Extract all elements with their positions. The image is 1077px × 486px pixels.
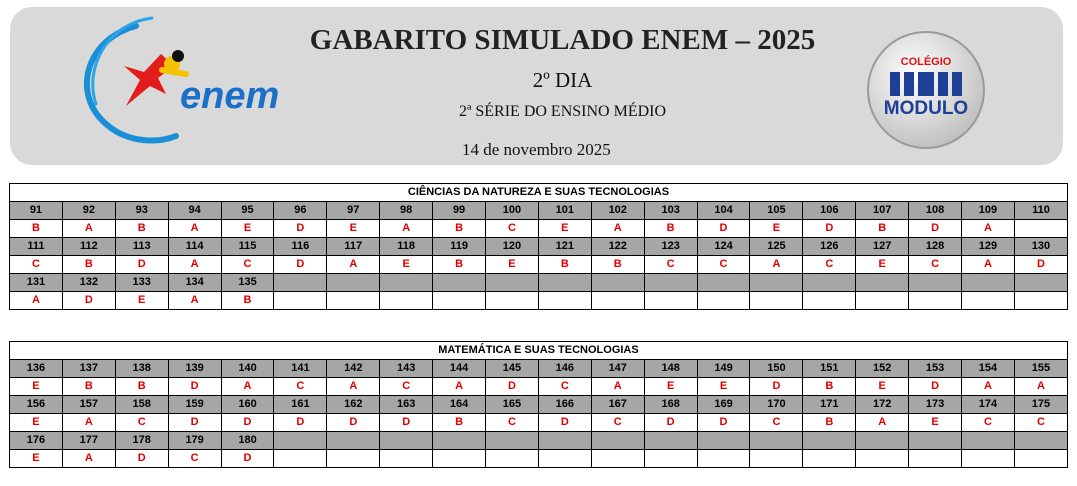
answer-cell: D	[750, 378, 803, 396]
question-number-cell: 170	[750, 396, 803, 414]
answer-cell: E	[380, 256, 433, 274]
exam-day: 2º DIA	[532, 68, 593, 92]
answer-cell: B	[803, 414, 856, 432]
question-number-cell: 144	[433, 360, 486, 378]
question-number-cell: 132	[62, 274, 115, 292]
empty-cell	[1014, 450, 1067, 468]
question-number-cell: 160	[221, 396, 274, 414]
question-number-cell: 146	[538, 360, 591, 378]
empty-cell	[1014, 274, 1067, 292]
empty-cell	[327, 450, 380, 468]
question-number-cell: 138	[115, 360, 168, 378]
question-number-cell: 158	[115, 396, 168, 414]
question-number-cell: 109	[962, 202, 1015, 220]
answer-cell: D	[380, 414, 433, 432]
exam-date: 14 de novembro 2025	[462, 140, 611, 159]
answer-cell: D	[115, 256, 168, 274]
question-number-cell: 163	[380, 396, 433, 414]
question-number-cell: 126	[803, 238, 856, 256]
answer-cell: E	[221, 220, 274, 238]
answer-cell: A	[327, 256, 380, 274]
answer-cell: B	[538, 256, 591, 274]
empty-cell	[962, 292, 1015, 310]
empty-cell	[644, 292, 697, 310]
question-number-cell: 134	[168, 274, 221, 292]
empty-cell	[591, 292, 644, 310]
empty-cell	[697, 432, 750, 450]
answer-cell: D	[274, 414, 327, 432]
empty-cell	[327, 432, 380, 450]
answer-cell: A	[380, 220, 433, 238]
answer-cell: A	[433, 378, 486, 396]
answer-row	[10, 292, 1068, 310]
answer-cell: D	[1014, 256, 1067, 274]
question-number-cell: 141	[274, 360, 327, 378]
empty-cell	[380, 450, 433, 468]
empty-cell	[962, 432, 1015, 450]
answer-cell: B	[221, 292, 274, 310]
answer-cell: B	[803, 378, 856, 396]
empty-cell	[591, 450, 644, 468]
question-number-cell: 139	[168, 360, 221, 378]
answer-cell: B	[433, 220, 486, 238]
empty-cell	[909, 292, 962, 310]
answer-row	[10, 378, 1068, 396]
question-number-cell: 130	[1014, 238, 1067, 256]
question-number-cell: 91	[10, 202, 63, 220]
question-number-cell: 171	[803, 396, 856, 414]
answer-cell: E	[115, 292, 168, 310]
answer-cell: D	[803, 220, 856, 238]
question-number-row	[10, 432, 1068, 450]
answer-cell: A	[168, 292, 221, 310]
answer-cell: E	[538, 220, 591, 238]
question-number-cell: 140	[221, 360, 274, 378]
empty-cell	[380, 292, 433, 310]
answer-cell: C	[486, 220, 539, 238]
empty-cell	[856, 432, 909, 450]
question-number-cell: 117	[327, 238, 380, 256]
question-number-cell: 98	[380, 202, 433, 220]
answer-cell: E	[909, 414, 962, 432]
question-number-cell: 105	[750, 202, 803, 220]
empty-cell	[327, 292, 380, 310]
question-number-cell: 116	[274, 238, 327, 256]
answer-cell: C	[274, 378, 327, 396]
question-number-cell: 169	[697, 396, 750, 414]
answer-cell: A	[591, 220, 644, 238]
question-number-cell: 127	[856, 238, 909, 256]
answer-cell: C	[115, 414, 168, 432]
empty-cell	[644, 432, 697, 450]
answer-cell: D	[221, 450, 274, 468]
empty-cell	[856, 274, 909, 292]
question-number-cell: 99	[433, 202, 486, 220]
answer-cell: B	[856, 220, 909, 238]
empty-cell	[591, 274, 644, 292]
answer-cell: D	[697, 220, 750, 238]
section-title: CIÊNCIAS DA NATUREZA E SUAS TECNOLOGIAS	[10, 184, 1068, 202]
empty-cell	[962, 450, 1015, 468]
answer-cell: D	[486, 378, 539, 396]
empty-cell	[856, 450, 909, 468]
answer-cell: A	[168, 220, 221, 238]
empty-cell	[962, 274, 1015, 292]
answer-cell: A	[591, 378, 644, 396]
question-number-row	[10, 274, 1068, 292]
answer-cell: E	[10, 378, 63, 396]
svg-text:enem: enem	[180, 75, 280, 117]
answer-table-matematica	[9, 341, 1068, 468]
question-number-cell: 97	[327, 202, 380, 220]
answer-cell: C	[380, 378, 433, 396]
question-number-cell: 156	[10, 396, 63, 414]
question-number-cell: 166	[538, 396, 591, 414]
empty-cell	[274, 450, 327, 468]
answer-cell: A	[168, 256, 221, 274]
answer-cell: A	[62, 450, 115, 468]
answer-cell: D	[697, 414, 750, 432]
answer-cell: C	[486, 414, 539, 432]
empty-cell	[909, 432, 962, 450]
question-number-cell: 136	[10, 360, 63, 378]
question-number-cell: 180	[221, 432, 274, 450]
empty-cell	[856, 292, 909, 310]
empty-cell	[909, 274, 962, 292]
empty-cell	[274, 274, 327, 292]
answer-cell: A	[750, 256, 803, 274]
empty-cell	[380, 432, 433, 450]
empty-cell	[1014, 292, 1067, 310]
question-number-cell: 92	[62, 202, 115, 220]
answer-cell: D	[909, 378, 962, 396]
empty-cell	[486, 292, 539, 310]
empty-cell	[697, 292, 750, 310]
question-number-row	[10, 360, 1068, 378]
empty-cell	[486, 432, 539, 450]
question-number-cell: 125	[750, 238, 803, 256]
empty-cell	[433, 432, 486, 450]
answer-cell: C	[591, 414, 644, 432]
question-number-cell: 161	[274, 396, 327, 414]
empty-cell	[274, 292, 327, 310]
question-number-cell: 149	[697, 360, 750, 378]
question-number-cell: 106	[803, 202, 856, 220]
question-number-cell: 122	[591, 238, 644, 256]
empty-cell	[591, 432, 644, 450]
answer-cell: C	[168, 450, 221, 468]
question-number-cell: 100	[486, 202, 539, 220]
empty-cell	[644, 450, 697, 468]
page-title: GABARITO SIMULADO ENEM – 2025	[309, 24, 816, 56]
answer-cell: A	[221, 378, 274, 396]
empty-cell	[750, 292, 803, 310]
empty-cell	[803, 432, 856, 450]
question-number-cell: 118	[380, 238, 433, 256]
answer-cell: B	[62, 378, 115, 396]
question-number-cell: 167	[591, 396, 644, 414]
answer-cell: A	[1014, 378, 1067, 396]
empty-cell	[380, 274, 433, 292]
question-number-cell: 111	[10, 238, 63, 256]
question-number-cell: 155	[1014, 360, 1067, 378]
question-number-row	[10, 202, 1068, 220]
answer-row	[10, 220, 1068, 238]
question-number-cell: 110	[1014, 202, 1067, 220]
answer-cell: D	[538, 414, 591, 432]
grade-level: 2ª SÉRIE DO ENSINO MÉDIO	[458, 103, 667, 120]
empty-cell	[750, 274, 803, 292]
answer-cell: D	[274, 220, 327, 238]
question-number-cell: 120	[486, 238, 539, 256]
question-number-cell: 176	[10, 432, 63, 450]
answer-cell: C	[538, 378, 591, 396]
empty-cell	[909, 450, 962, 468]
section-title: MATEMÁTICA E SUAS TECNOLOGIAS	[10, 342, 1068, 360]
empty-cell	[1014, 432, 1067, 450]
empty-cell	[697, 274, 750, 292]
question-number-cell: 112	[62, 238, 115, 256]
answer-row	[10, 450, 1068, 468]
answer-cell: C	[221, 256, 274, 274]
question-number-row	[10, 396, 1068, 414]
question-number-cell: 151	[803, 360, 856, 378]
answer-cell: C	[750, 414, 803, 432]
question-number-cell: 173	[909, 396, 962, 414]
answer-row	[10, 256, 1068, 274]
answer-cell: D	[62, 292, 115, 310]
question-number-cell: 94	[168, 202, 221, 220]
question-number-cell: 152	[856, 360, 909, 378]
answer-cell: B	[62, 256, 115, 274]
answer-cell: E	[750, 220, 803, 238]
question-number-cell: 133	[115, 274, 168, 292]
answer-cell: A	[856, 414, 909, 432]
answer-cell: E	[327, 220, 380, 238]
answer-cell: E	[486, 256, 539, 274]
svg-text:COLÉGIO: COLÉGIO	[900, 56, 952, 68]
question-number-cell: 95	[221, 202, 274, 220]
question-number-cell: 177	[62, 432, 115, 450]
question-number-cell: 179	[168, 432, 221, 450]
answer-cell: A	[10, 292, 63, 310]
empty-cell	[486, 450, 539, 468]
empty-cell	[538, 274, 591, 292]
empty-cell	[750, 450, 803, 468]
question-number-cell: 165	[486, 396, 539, 414]
question-number-cell: 143	[380, 360, 433, 378]
question-number-cell: 178	[115, 432, 168, 450]
answer-cell: C	[644, 256, 697, 274]
answer-cell: B	[433, 256, 486, 274]
question-number-cell: 113	[115, 238, 168, 256]
empty-cell	[433, 274, 486, 292]
question-number-cell: 104	[697, 202, 750, 220]
answer-cell: A	[962, 378, 1015, 396]
empty-cell	[433, 450, 486, 468]
question-number-cell: 154	[962, 360, 1015, 378]
answer-cell: E	[10, 450, 63, 468]
question-number-cell: 129	[962, 238, 1015, 256]
question-number-cell: 148	[644, 360, 697, 378]
answer-cell: D	[168, 414, 221, 432]
answer-cell: A	[962, 220, 1015, 238]
empty-cell	[433, 292, 486, 310]
empty-cell	[538, 432, 591, 450]
question-number-cell: 168	[644, 396, 697, 414]
empty-cell	[644, 274, 697, 292]
question-number-cell: 164	[433, 396, 486, 414]
question-number-cell: 135	[221, 274, 274, 292]
empty-cell	[1014, 220, 1067, 238]
answer-cell: A	[62, 220, 115, 238]
question-number-cell: 124	[697, 238, 750, 256]
question-number-row	[10, 238, 1068, 256]
question-number-cell: 96	[274, 202, 327, 220]
question-number-cell: 102	[591, 202, 644, 220]
question-number-cell: 131	[10, 274, 63, 292]
question-number-cell: 103	[644, 202, 697, 220]
question-number-cell: 175	[1014, 396, 1067, 414]
answer-cell: C	[10, 256, 63, 274]
question-number-cell: 150	[750, 360, 803, 378]
answer-cell: D	[168, 378, 221, 396]
question-number-cell: 174	[962, 396, 1015, 414]
answer-cell: E	[856, 378, 909, 396]
question-number-cell: 142	[327, 360, 380, 378]
question-number-cell: 128	[909, 238, 962, 256]
answer-cell: C	[697, 256, 750, 274]
answer-cell: B	[644, 220, 697, 238]
question-number-cell: 159	[168, 396, 221, 414]
question-number-cell: 153	[909, 360, 962, 378]
question-number-cell: 147	[591, 360, 644, 378]
answer-cell: B	[115, 378, 168, 396]
empty-cell	[803, 292, 856, 310]
empty-cell	[486, 274, 539, 292]
question-number-cell: 123	[644, 238, 697, 256]
answer-cell: D	[274, 256, 327, 274]
answer-cell: D	[221, 414, 274, 432]
answer-row	[10, 414, 1068, 432]
question-number-cell: 157	[62, 396, 115, 414]
empty-cell	[538, 450, 591, 468]
empty-cell	[750, 432, 803, 450]
answer-cell: B	[10, 220, 63, 238]
empty-cell	[697, 450, 750, 468]
answer-cell: E	[644, 378, 697, 396]
question-number-cell: 107	[856, 202, 909, 220]
answer-cell: C	[803, 256, 856, 274]
answer-cell: B	[115, 220, 168, 238]
answer-cell: A	[327, 378, 380, 396]
empty-cell	[327, 274, 380, 292]
answer-cell: D	[644, 414, 697, 432]
question-number-cell: 108	[909, 202, 962, 220]
question-number-cell: 137	[62, 360, 115, 378]
svg-text:MODULO: MODULO	[883, 98, 969, 119]
question-number-cell: 172	[856, 396, 909, 414]
empty-cell	[803, 274, 856, 292]
question-number-cell: 115	[221, 238, 274, 256]
answer-table-ciencias	[9, 183, 1068, 310]
answer-cell: C	[962, 414, 1015, 432]
answer-cell: B	[591, 256, 644, 274]
answer-cell: D	[115, 450, 168, 468]
answer-cell: C	[1014, 414, 1067, 432]
empty-cell	[803, 450, 856, 468]
question-number-cell: 121	[538, 238, 591, 256]
question-number-cell: 145	[486, 360, 539, 378]
answer-cell: D	[327, 414, 380, 432]
empty-cell	[538, 292, 591, 310]
question-number-cell: 101	[538, 202, 591, 220]
answer-cell: D	[909, 220, 962, 238]
question-number-cell: 114	[168, 238, 221, 256]
answer-cell: A	[962, 256, 1015, 274]
question-number-cell: 162	[327, 396, 380, 414]
answer-cell: C	[909, 256, 962, 274]
question-number-cell: 93	[115, 202, 168, 220]
answer-cell: E	[856, 256, 909, 274]
question-number-cell: 119	[433, 238, 486, 256]
answer-cell: A	[62, 414, 115, 432]
answer-cell: E	[10, 414, 63, 432]
empty-cell	[274, 432, 327, 450]
answer-cell: B	[433, 414, 486, 432]
answer-cell: E	[697, 378, 750, 396]
